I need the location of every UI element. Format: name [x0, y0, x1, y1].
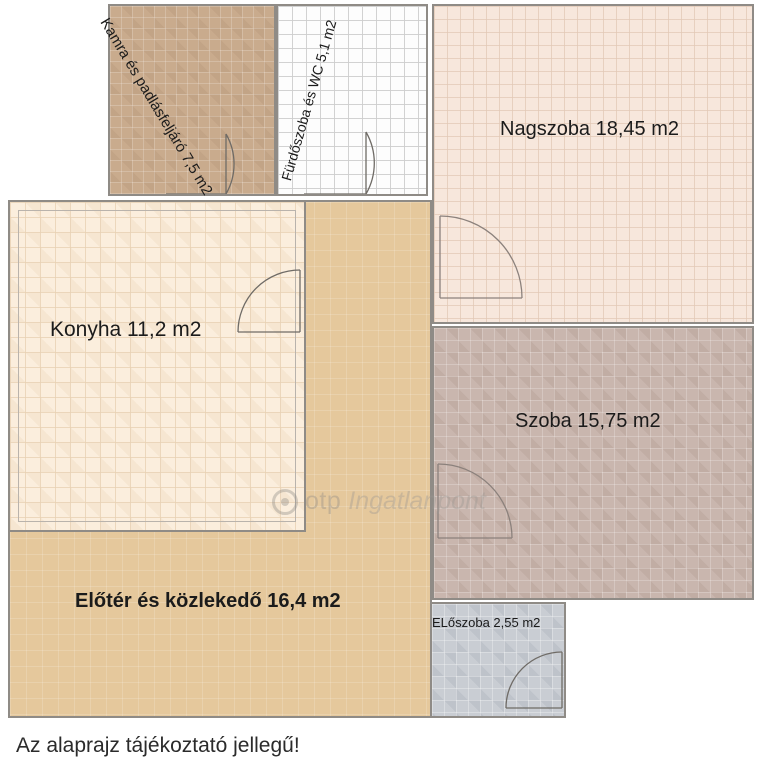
watermark-brand: otp — [305, 487, 342, 515]
room-nagyszoba — [432, 4, 754, 324]
room-furdoszoba-fill — [278, 6, 426, 194]
room-szoba — [432, 326, 754, 600]
room-kamra — [108, 4, 276, 196]
room-eloszoba — [430, 602, 566, 718]
room-label-szoba: Szoba 15,75 m2 — [515, 410, 661, 432]
room-label-furdoszoba: Fürdőszoba és WC 5,1 m2 — [278, 18, 340, 183]
room-label-konyha: Konyha 11,2 m2 — [50, 318, 202, 341]
room-eloszoba-fill — [432, 604, 564, 716]
room-label-kamra: Kamra és padlásfeljáró 7,5 m2 — [96, 15, 216, 199]
watermark-product: Ingatlanpont — [348, 487, 486, 515]
room-szoba-fill — [434, 328, 752, 598]
room-konyha-inner-wall — [18, 210, 296, 522]
room-nagyszoba-fill — [434, 6, 752, 322]
room-furdoszoba — [276, 4, 428, 196]
room-label-eloszoba: ELőszoba 2,55 m2 — [432, 615, 541, 630]
room-label-eloter: Előtér és közlekedő 16,4 m2 — [75, 590, 341, 612]
room-kamra-fill — [110, 6, 274, 194]
room-label-nagyszoba: Nagszoba 18,45 m2 — [500, 118, 680, 140]
disclaimer-text: Az alaprajz tájékoztató jellegű! — [16, 734, 300, 757]
room-konyha — [8, 200, 306, 532]
